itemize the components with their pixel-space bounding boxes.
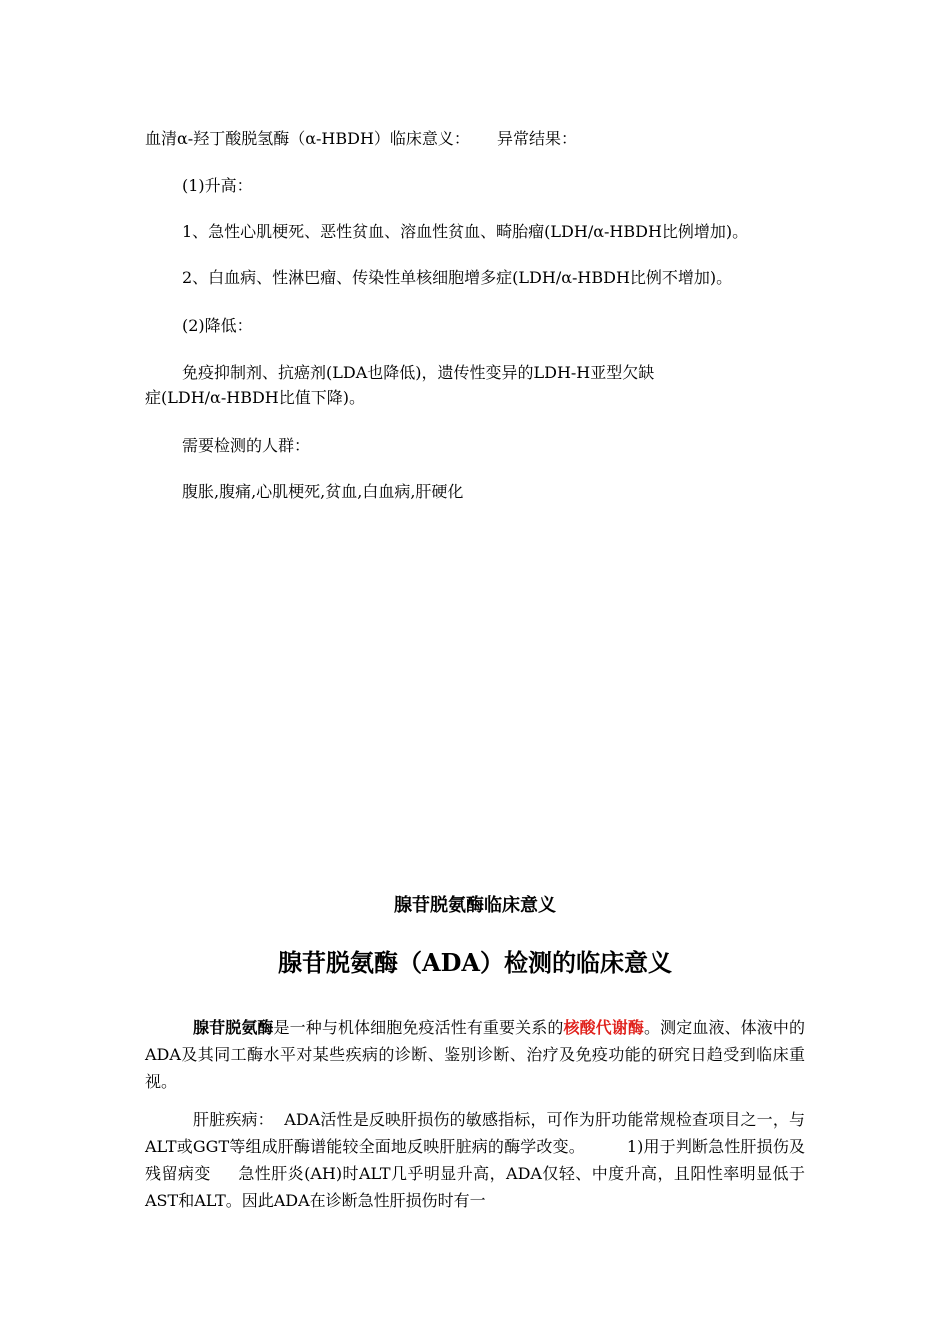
rise-item-2: 2、白血病、性淋巴瘤、传染性单核细胞增多症(LDH/α-HBDH比例不增加)。: [182, 268, 733, 287]
rise-label: (1)升高：: [182, 176, 253, 195]
ada-term: 腺苷脱氨酶: [193, 1018, 274, 1037]
ada-intro-text-b: 。测定血液、体液中的ADA及其同工酶水平对某些疾病的诊断、鉴别诊断、治疗及免疫功能的研究日趋受到临床重视。: [145, 1018, 805, 1091]
ada-intro-text-a: 是一种与机体细胞免疫活性有重要关系的: [273, 1018, 564, 1037]
population-label: 需要检测的人群：: [182, 436, 311, 455]
fall-text-line-2: 症(LDH/α-HBDH比值下降)。: [145, 388, 365, 407]
population-text: 腹胀,腹痛,心肌梗死,贫血,白血病,肝硬化: [182, 482, 464, 501]
hbdh-heading-title: 血清α-羟丁酸脱氢酶（α-HBDH）临床意义：: [145, 129, 470, 148]
rise-item-1: 1、急性心肌梗死、恶性贫血、溶血性贫血、畸胎瘤(LDH/α-HBDH比例增加)。: [182, 222, 749, 241]
fall-label: (2)降低：: [182, 316, 253, 335]
ada-article-title: 腺苷脱氨酶（ADA）检测的临床意义: [277, 948, 673, 977]
fall-text-line-1: 免疫抑制剂、抗癌剂(LDA也降低)，遗传性变异的LDH-H亚型欠缺: [182, 363, 655, 382]
abnormal-results-label: 异常结果：: [497, 129, 578, 148]
ada-intro-paragraph: [145, 1014, 805, 1095]
hbdh-heading: [145, 129, 577, 149]
nucleic-acid-enzyme-term: 核酸代谢酶: [563, 1018, 645, 1037]
liver-disease-paragraph: 肝脏疾病： ADA活性是反映肝损伤的敏感指标，可作为肝功能常规检查项目之一，与ALT或GGT等组成肝酶谱能较全面地反映肝脏病的酶学改变。 1)用于判断急性肝损伤及残留病变 急性肝炎(AH)时ALT几乎明显升高，ADA仅轻、中度升高，且阳性率明显低于AST和ALT。因此ADA在诊断急性肝损伤时有一: [145, 1110, 805, 1210]
ada-section-title: 腺苷脱氨酶临床意义: [394, 895, 556, 916]
